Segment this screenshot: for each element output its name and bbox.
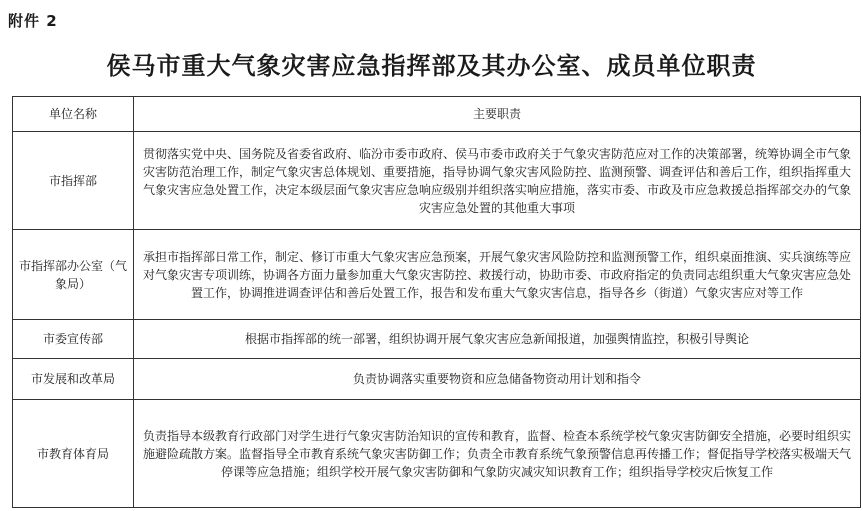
duty-cell: 负责协调落实重要物资和应急储备物资动用计划和指令	[134, 359, 861, 400]
attachment-label: 附件 2	[8, 12, 58, 30]
table-row	[13, 132, 861, 230]
unit-cell: 市指挥部	[13, 132, 134, 230]
unit-cell: 市指挥部办公室（气象局）	[13, 230, 134, 320]
table-row	[13, 230, 861, 320]
page-title: 侯马市重大气象灾害应急指挥部及其办公室、成员单位职责	[106, 51, 757, 80]
table-row	[13, 320, 861, 359]
table-row	[13, 400, 861, 508]
header-unit: 单位名称	[13, 97, 134, 132]
table-row	[13, 359, 861, 400]
duty-cell: 根据市指挥部的统一部署，组织协调开展气象灾害应急新闻报道，加强舆情监控，积极引导舆论	[134, 320, 861, 359]
unit-cell: 市发展和改革局	[13, 359, 134, 400]
table-header-row	[13, 97, 861, 132]
duty-cell: 承担市指挥部日常工作，制定、修订市重大气象灾害应急预案，开展气象灾害风险防控和监测预警工作，组织桌面推演、实兵演练等应对气象灾害专项训练，协调各方面力量参加重大气象灾害防控、救援行动，协助市委、市政府指定的负责同志组织重大气象灾害应急处置工作，协调推进调查评估和善后处置工作，报告和发布重大气象灾害信息，指导各乡（街道）气象灾害应对等工作	[134, 230, 861, 320]
unit-cell: 市委宣传部	[13, 320, 134, 359]
duty-cell: 贯彻落实党中央、国务院及省委省政府、临汾市委市政府、侯马市委市政府关于气象灾害防范应对工作的决策部署，统筹协调全市气象灾害防范治理工作，制定气象灾害总体规划、重要措施，指导协调气象灾害风险防控、监测预警、调查评估和善后工作，组织指挥重大气象灾害应急处置工作，决定本级层面气象灾害应急响应级别并组织落实响应措施，落实市委、市政及市应急救援总指挥部交办的气象灾害应急处置的其他重大事项	[134, 132, 861, 230]
unit-cell: 市教育体育局	[13, 400, 134, 508]
duty-cell: 负责指导本级教育行政部门对学生进行气象灾害防治知识的宣传和教育，监督、检查本系统学校气象灾害防御安全措施，必要时组织实施避险疏散方案。监督指导全市教育系统气象灾害防御工作；负责全市教育系统气象预警信息再传播工作；督促指导学校落实极端天气停课等应急措施；组织学校开展气象灾害防御和气象防灾减灾知识教育工作；组织指导学校灾后恢复工作	[134, 400, 861, 508]
header-duties: 主要职责	[134, 97, 861, 132]
duties-table	[12, 96, 861, 508]
